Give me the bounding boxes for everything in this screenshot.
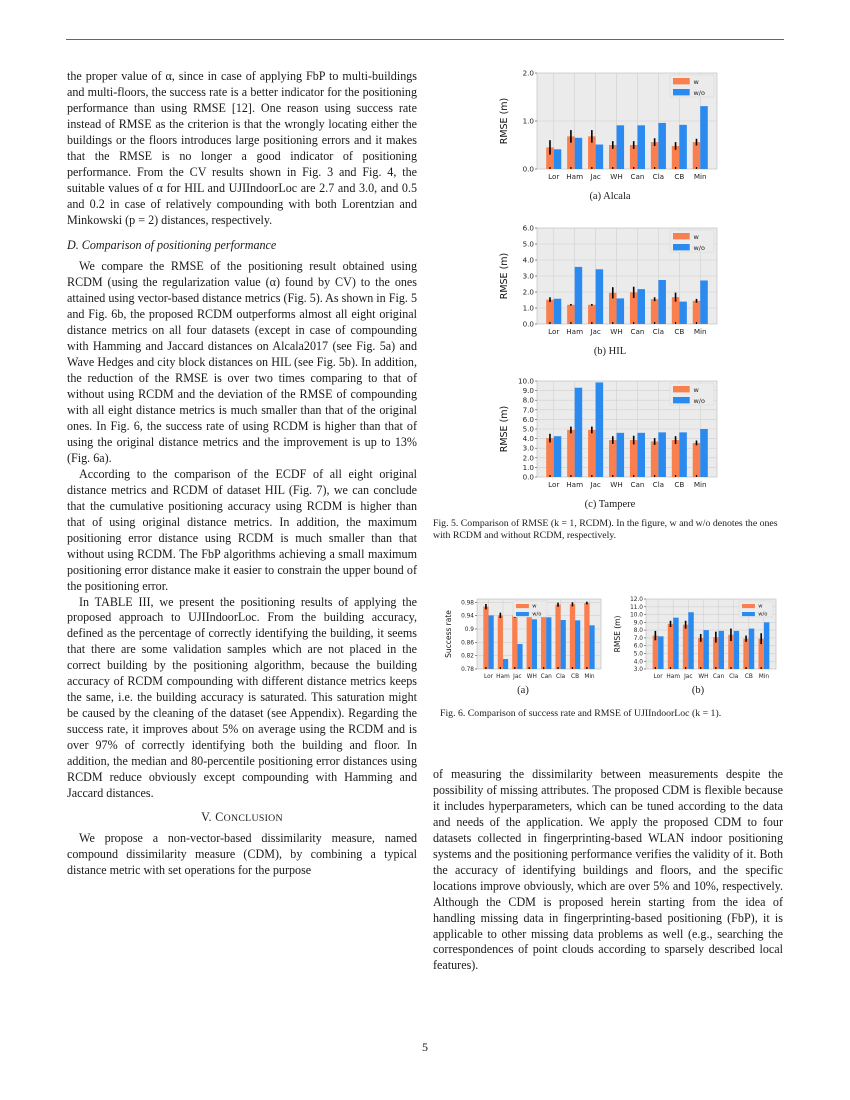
- svg-text:RMSE (m): RMSE (m): [499, 97, 510, 145]
- svg-text:w: w: [693, 77, 699, 86]
- svg-text:6.0: 6.0: [522, 414, 534, 424]
- paragraph: the proper value of α, since in case of applying FbP to multi-buildings and multi-floors, the success rate is a better indicator for the positioning performance than using RMSE [12]. One reason using success rate instead of RMSE as the criterion is that the wrongly locating either the buildings or the floors introduces large positioning errors and it makes that the RMSE is no longer a good indicator of positioning performance. From the CV results shown in Fig. 3 and Fig. 4, the suitable values of α for HIL and UJIIndoorLoc are 2.7 and 3.0, and 0.5 and 0.2 in case of relatively compounding with both Lorentzian and Minkowski (p = 2) distances, respectively.: [67, 69, 417, 227]
- svg-text:Cla: Cla: [729, 673, 739, 680]
- svg-text:Ham: Ham: [666, 673, 680, 680]
- svg-text:CB: CB: [571, 673, 580, 680]
- svg-text:10.0: 10.0: [517, 376, 534, 386]
- bar-chart-hil: [495, 218, 725, 346]
- svg-text:Jac: Jac: [590, 172, 601, 182]
- svg-text:w: w: [758, 603, 763, 610]
- svg-text:0.0: 0.0: [522, 319, 534, 329]
- svg-text:Jac: Jac: [590, 480, 601, 490]
- section-number: V.: [201, 809, 212, 824]
- svg-text:RMSE (m): RMSE (m): [499, 252, 510, 300]
- svg-text:2.0: 2.0: [522, 287, 534, 297]
- svg-text:9.0: 9.0: [633, 620, 643, 627]
- page-number: 5: [422, 1040, 428, 1054]
- figure-5a-alcala: [495, 63, 725, 202]
- svg-text:Can: Can: [540, 673, 552, 680]
- svg-text:5.0: 5.0: [522, 239, 534, 249]
- svg-text:2.0: 2.0: [522, 68, 534, 78]
- svg-text:CB: CB: [674, 480, 685, 490]
- figure-5-caption: Fig. 5. Comparison of RMSE (k = 1, RCDM). In the figure, w and w/o denotes the ones with RCDM and without RCDM, respectively.: [433, 518, 778, 541]
- svg-text:6.0: 6.0: [633, 643, 643, 650]
- svg-text:CB: CB: [674, 172, 685, 182]
- svg-text:0.78: 0.78: [461, 667, 474, 674]
- svg-text:6.0: 6.0: [522, 223, 534, 233]
- svg-text:RMSE (m): RMSE (m): [499, 405, 510, 453]
- svg-text:Jac: Jac: [590, 327, 601, 337]
- svg-text:Cla: Cla: [652, 172, 665, 182]
- svg-text:WH: WH: [698, 673, 709, 680]
- svg-text:WH: WH: [610, 480, 623, 490]
- section-title: [67, 810, 417, 827]
- svg-text:Ham: Ham: [566, 327, 584, 337]
- svg-text:Lor: Lor: [653, 673, 663, 680]
- svg-text:w: w: [693, 385, 699, 394]
- svg-text:9.0: 9.0: [522, 386, 534, 396]
- subfigure-label: (c) Tampere: [584, 499, 636, 510]
- subfigure-label: (a) Alcala: [589, 191, 631, 202]
- svg-text:Can: Can: [630, 480, 645, 490]
- svg-text:CB: CB: [674, 327, 685, 337]
- svg-text:0.9: 0.9: [464, 627, 474, 634]
- svg-text:3.0: 3.0: [633, 667, 643, 674]
- subsection-title: D. Comparison of positioning performance: [67, 237, 277, 252]
- svg-text:0.94: 0.94: [461, 613, 474, 620]
- svg-text:Lor: Lor: [548, 480, 560, 490]
- svg-text:7.0: 7.0: [522, 405, 534, 415]
- svg-text:Jac: Jac: [684, 673, 693, 680]
- svg-text:Can: Can: [712, 673, 725, 680]
- svg-text:Ham: Ham: [566, 172, 584, 182]
- svg-text:Lor: Lor: [548, 327, 560, 337]
- svg-text:Success rate: Success rate: [444, 610, 453, 658]
- svg-text:3.0: 3.0: [522, 271, 534, 281]
- svg-text:10.0: 10.0: [630, 612, 643, 619]
- svg-text:w/o: w/o: [758, 611, 768, 618]
- subfigure-label: (b) HIL: [593, 346, 627, 357]
- header-rule: [66, 39, 784, 40]
- svg-text:Min: Min: [758, 673, 770, 680]
- right-column: [433, 767, 783, 974]
- svg-text:WH: WH: [526, 673, 537, 680]
- svg-text:Min: Min: [584, 673, 595, 680]
- subfigure-label: (b): [691, 685, 705, 696]
- svg-text:0.0: 0.0: [522, 164, 534, 174]
- bar-chart-tampere: [495, 371, 725, 499]
- svg-text:Ham: Ham: [496, 673, 510, 680]
- svg-text:0.86: 0.86: [461, 640, 474, 647]
- svg-text:w/o: w/o: [693, 396, 705, 405]
- paragraph: We compare the RMSE of the positioning result obtained using RCDM (using the regularization value (α) found by CV) to the ones attained using vector-based distance metrics (Fig. 5). As shown in Fig. 5 and Fig. 6b, the proposed RCDM outperforms almost all eight original distance metrics on all four datasets (except in case of compounding with Hamming and Jaccard distances on Alcala2017 (see Fig. 5a) and Wave Hedges and city block distances on HIL (see Fig. 5b). In addition, the reduction of the RMSE is over two times comparing to that of without using RCDM and the deviation of the RMSE of compounding with all eight distance metrics is much smaller than that of the original ones. In Fig. 6, the success rate of using RCDM is higher than that of using the original distance metrics and the improvement is up to 13% (Fig. 6a).: [67, 259, 417, 465]
- svg-text:w/o: w/o: [532, 611, 542, 618]
- svg-text:12.0: 12.0: [630, 597, 643, 604]
- figure-5c-tampere: [495, 371, 725, 510]
- svg-text:WH: WH: [610, 327, 623, 337]
- svg-text:8.0: 8.0: [633, 628, 643, 635]
- svg-text:0.98: 0.98: [461, 600, 474, 607]
- svg-text:Min: Min: [693, 327, 707, 337]
- paragraph: According to the comparison of the ECDF of all eight original distance metrics and RCDM of dataset HIL (Fig. 7), we can conclude that the cumulative positioning accuracy using RCDM is higher than that of using original distance metrics. In addition, the maximum positioning error distance using RCDM is much smaller than that without using RCDM. The FbP algorithms achieving a small maximum positioning error distance make it easier to constrain the upper bound of the positioning error.: [67, 466, 417, 593]
- svg-text:Cla: Cla: [652, 480, 665, 490]
- paragraph: We propose a non-vector-based dissimilarity measure, named compound dissimilarity measure (CDM), by combining a typical distance metric with set operations for the purpose: [67, 830, 417, 877]
- svg-text:1.0: 1.0: [522, 462, 534, 472]
- svg-text:w/o: w/o: [693, 243, 705, 252]
- svg-text:5.0: 5.0: [633, 651, 643, 658]
- svg-text:4.0: 4.0: [522, 255, 534, 265]
- svg-text:Can: Can: [630, 327, 645, 337]
- figure-6-caption: Fig. 6. Comparison of success rate and RMSE of UJIIndoorLoc (k = 1).: [440, 708, 722, 719]
- svg-text:Lor: Lor: [484, 673, 494, 680]
- bar-chart-rmse-ujiindoorloc: [612, 593, 784, 685]
- svg-text:WH: WH: [610, 172, 623, 182]
- left-column: [67, 69, 417, 879]
- svg-text:Jac: Jac: [513, 673, 522, 680]
- svg-text:Ham: Ham: [566, 480, 584, 490]
- svg-text:Cla: Cla: [556, 673, 566, 680]
- svg-text:Min: Min: [693, 480, 707, 490]
- svg-text:1.0: 1.0: [522, 303, 534, 313]
- figure-6b-rmse: [612, 593, 784, 696]
- svg-text:RMSE (m): RMSE (m): [613, 615, 622, 653]
- paragraph: In TABLE III, we present the positioning results of applying the proposed approach to UJIIndoorLoc. From the building accuracy, defined as the percentage of correctly identifying the building, it seems that there are some validation samples which are not placed in the correct building by the positioning algorithm, because the building accuracy of RCDM compounding with different distance metrics keeps the same, i.e. the building accuracy is saturated. This saturation might be caused by the cleaning of the dataset (see Appendix). Regarding the success rate, it improves about 5% on average using the RCDM and is over 97% of correctly identifying both the building and floor. In addition, the median and 80-percentile positioning error distances using RCDM reduce obviously except compounding with Hamming and Jaccard distances.: [67, 594, 417, 800]
- svg-text:0.0: 0.0: [522, 472, 534, 482]
- svg-text:1.0: 1.0: [522, 116, 534, 126]
- svg-text:3.0: 3.0: [522, 443, 534, 453]
- svg-text:CB: CB: [744, 673, 753, 680]
- svg-text:0.82: 0.82: [461, 653, 474, 660]
- figure-6a-success-rate: [437, 593, 609, 696]
- svg-text:Lor: Lor: [548, 172, 560, 182]
- bar-chart-alcala: [495, 63, 725, 191]
- svg-text:5.0: 5.0: [522, 424, 534, 434]
- svg-text:w/o: w/o: [693, 88, 705, 97]
- section-title-first: C: [215, 809, 224, 824]
- svg-text:Cla: Cla: [652, 327, 665, 337]
- svg-text:2.0: 2.0: [522, 453, 534, 463]
- svg-text:w: w: [693, 232, 699, 241]
- svg-text:4.0: 4.0: [633, 659, 643, 666]
- svg-text:7.0: 7.0: [633, 635, 643, 642]
- svg-text:w: w: [532, 603, 537, 610]
- section-title-rest: ONCLUSION: [223, 812, 283, 824]
- paragraph: of measuring the dissimilarity between measurements despite the possibility of missing attributes. The proposed CDM is flexible because it includes hyperparameters, which can be tuned according to the data and needs of the application. We apply the proposed CDM to four datasets collected in fingerprinting-based WLAN indoor positioning systems and the positioning performance verifies the validity of it. Both the accuracy of identifying buildings and floors, and the specific locations improve obviously, which are over 5% and 10%, respectively. Although the CDM is proposed herein starting from the idea of handling missing data in fingerprinting-based positioning (FbP), it is applicable to other missing data problems as well (e.g., searching the correspondences of point clouds according to sparsely described local features).: [433, 767, 783, 973]
- figure-5b-hil: [495, 218, 725, 357]
- subfigure-label: (a): [517, 685, 529, 696]
- bar-chart-success-rate: [437, 593, 609, 685]
- svg-text:8.0: 8.0: [522, 395, 534, 405]
- svg-text:Can: Can: [630, 172, 645, 182]
- svg-text:4.0: 4.0: [522, 434, 534, 444]
- svg-text:11.0: 11.0: [630, 604, 643, 611]
- svg-text:Min: Min: [693, 172, 707, 182]
